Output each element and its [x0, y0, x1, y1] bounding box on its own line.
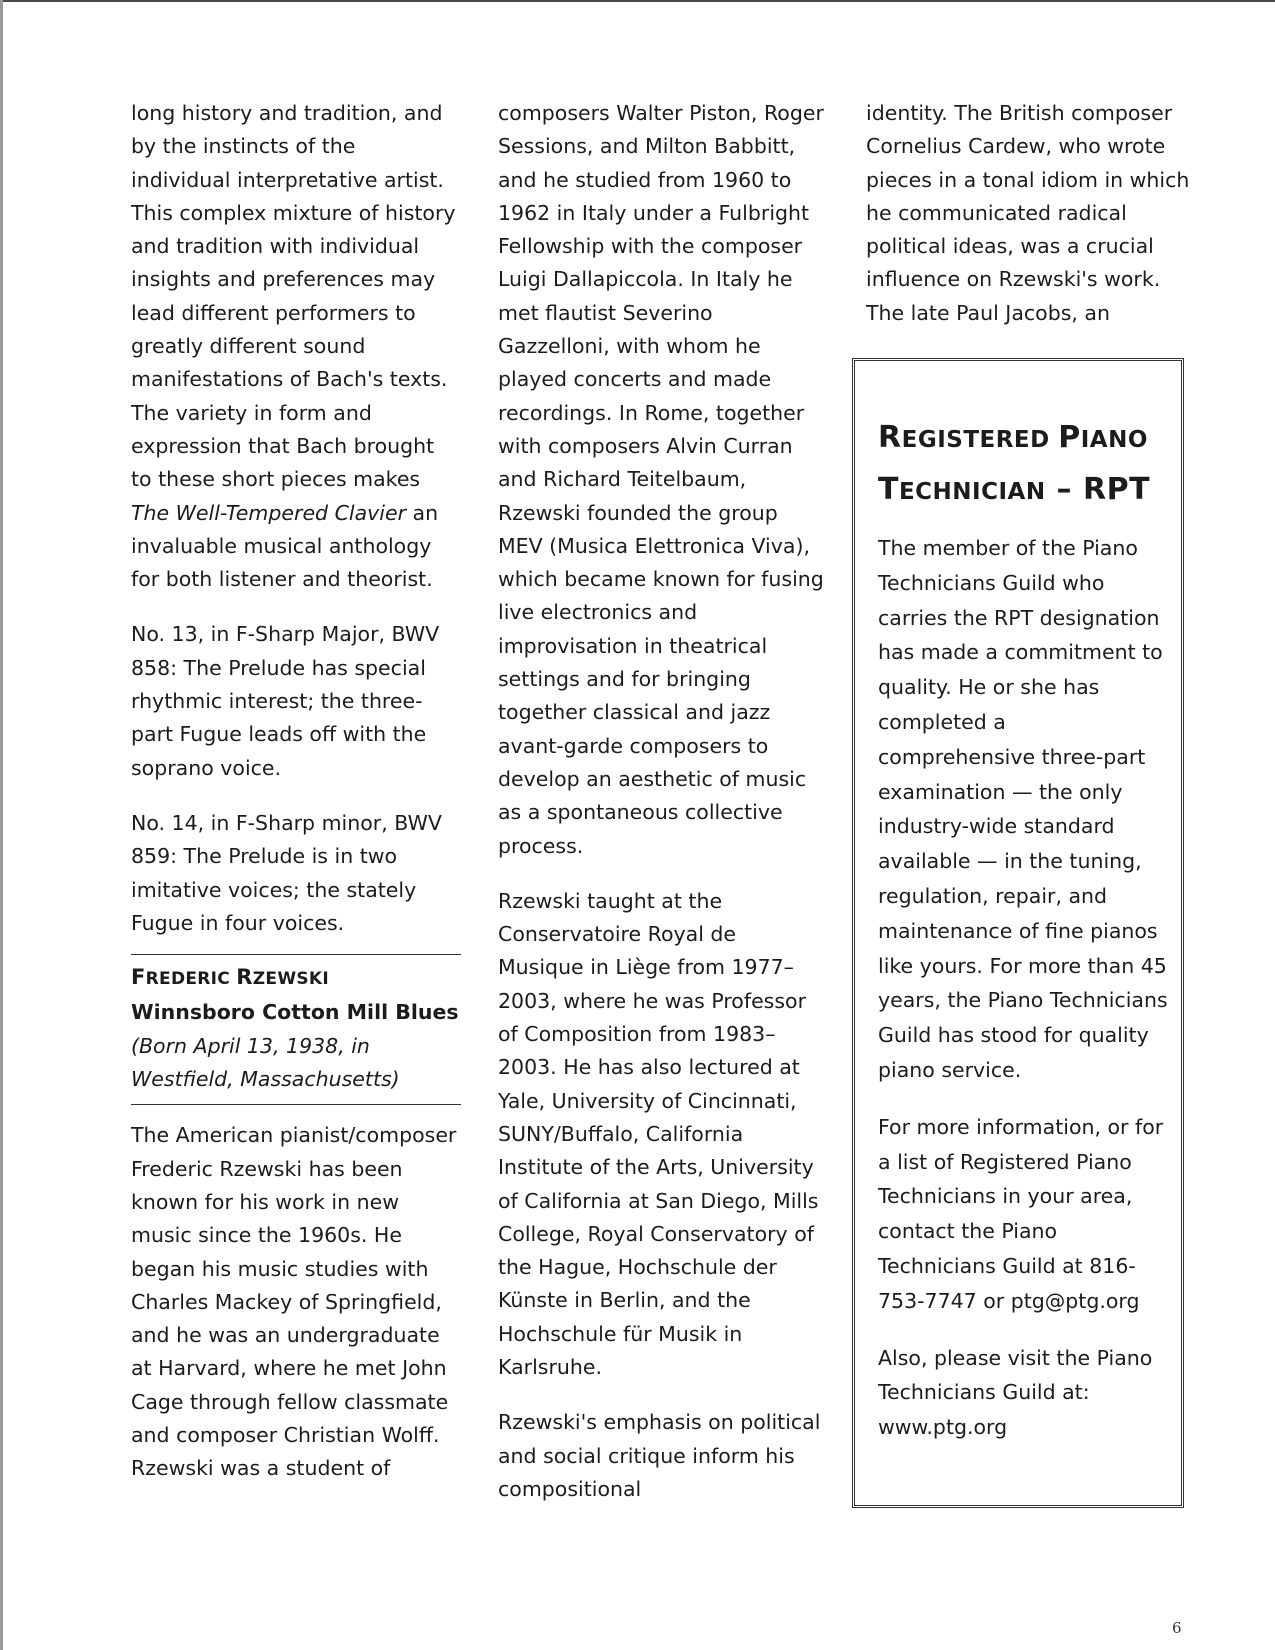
rpt-paragraph-2: For more information, or for a list of Registered Piano Technicians in your area, contact the Piano Technicians Guild at 816-753-7747 or ptg@ptg.org	[878, 1114, 1164, 1313]
page-left-edge	[0, 0, 3, 1650]
composer-name: FREDERIC RZEWSKI	[131, 965, 330, 990]
rpt-sidebar-title: REGISTERED PIANO TECHNICIAN – RPT	[878, 420, 1151, 507]
rpt-paragraph-3: Also, please visit the Piano Technicians Guild at: www.ptg.org	[878, 1345, 1153, 1440]
identity-paragraph: identity. The British composer Cornelius Cardew, who wrote pieces in a tonal idiom in which he communicated radical political ideas, was a crucial influence on Rzewski's work. The late Paul Jacobs, an	[866, 101, 1190, 325]
work-title-italic: The Well-Tempered Clavier	[131, 500, 407, 525]
column-1	[131, 97, 461, 1486]
no13-paragraph: No. 13, in F-Sharp Major, BWV 858: The Prelude has special rhythmic interest; the three-part Fugue leads off with the soprano voice.	[131, 622, 440, 780]
rpt-sidebar-content	[878, 413, 1168, 1445]
page-top-edge	[0, 0, 1275, 2]
emphasis-paragraph: Rzewski's emphasis on political and social critique inform his compositional	[498, 1410, 821, 1501]
page-number: 6	[1172, 1619, 1182, 1637]
section-divider-top	[131, 954, 461, 955]
intro-paragraph	[131, 97, 461, 596]
rpt-paragraph-1: The member of the Piano Technicians Guild who carries the RPT designation has made a commitment to quality. He or she has completed a comprehensive three-part examination — the only industry-wide standard available — in the tuning, regulation, repair, and maintenance of fine pianos like yours. For more than 45 years, the Piano Technicians Guild has stood for quality piano service.	[878, 536, 1168, 1082]
column-2	[498, 97, 828, 1506]
teaching-paragraph: Rzewski taught at the Conservatoire Royal de Musique in Liège from 1977–2003, where he was Professor of Composition from 1983–2003. He has also lectured at Yale, University of Cincinnati, SUNY/Buffalo, California Institute of the Arts, University of California at San Diego, Mills College, Royal Conservatory of the Hague, Hochschule der Künste in Berlin, and the Hochschule für Musik in Karlsruhe.	[498, 888, 819, 1379]
birth-info: (Born April 13, 1938, in Westfield, Massachusetts)	[131, 1033, 400, 1092]
column-3	[866, 97, 1196, 330]
intro-text: long history and tradition, and by the instincts of the individual interpretative artist. This complex mixture of history and tradition with individual insights and preferences may lead different performers to greatly different sound manifestations of Bach's texts. The variety in form and expression that Bach brought to these short pieces makes	[131, 101, 456, 492]
rpt-sidebar-box	[852, 358, 1184, 1508]
intro-text-end: an invaluable musical anthology for both listener and theorist.	[131, 500, 439, 592]
piece-title: Winnsboro Cotton Mill Blues	[131, 1000, 459, 1025]
bio-continued-paragraph: composers Walter Piston, Roger Sessions, and Milton Babbitt, and he studied from 1960 to 1962 in Italy under a Fulbright Fellowship with the composer Luigi Dallapiccola. In Italy he met flautist Severino Gazzelloni, with whom he played concerts and made recordings. In Rome, together with composers Alvin Curran and Richard Teitelbaum, Rzewski founded the group MEV (Musica Elettronica Viva), which became known for fusing live electronics and improvisation in theatrical settings and for bringing together classical and jazz avant-garde composers to develop an aesthetic of music as a spontaneous collective process.	[498, 101, 824, 858]
no14-paragraph: No. 14, in F-Sharp minor, BWV 859: The Prelude is in two imitative voices; the stately Fugue in four voices.	[131, 810, 442, 935]
section-divider-bottom	[131, 1104, 461, 1105]
bio-paragraph: The American pianist/composer Frederic Rzewski has been known for his work in new music since the 1960s. He began his music studies with Charles Mackey of Springfield, and he was an undergraduate at Harvard, where he met John Cage through fellow classmate and composer Christian Wolff. Rzewski was a student of	[131, 1123, 457, 1481]
